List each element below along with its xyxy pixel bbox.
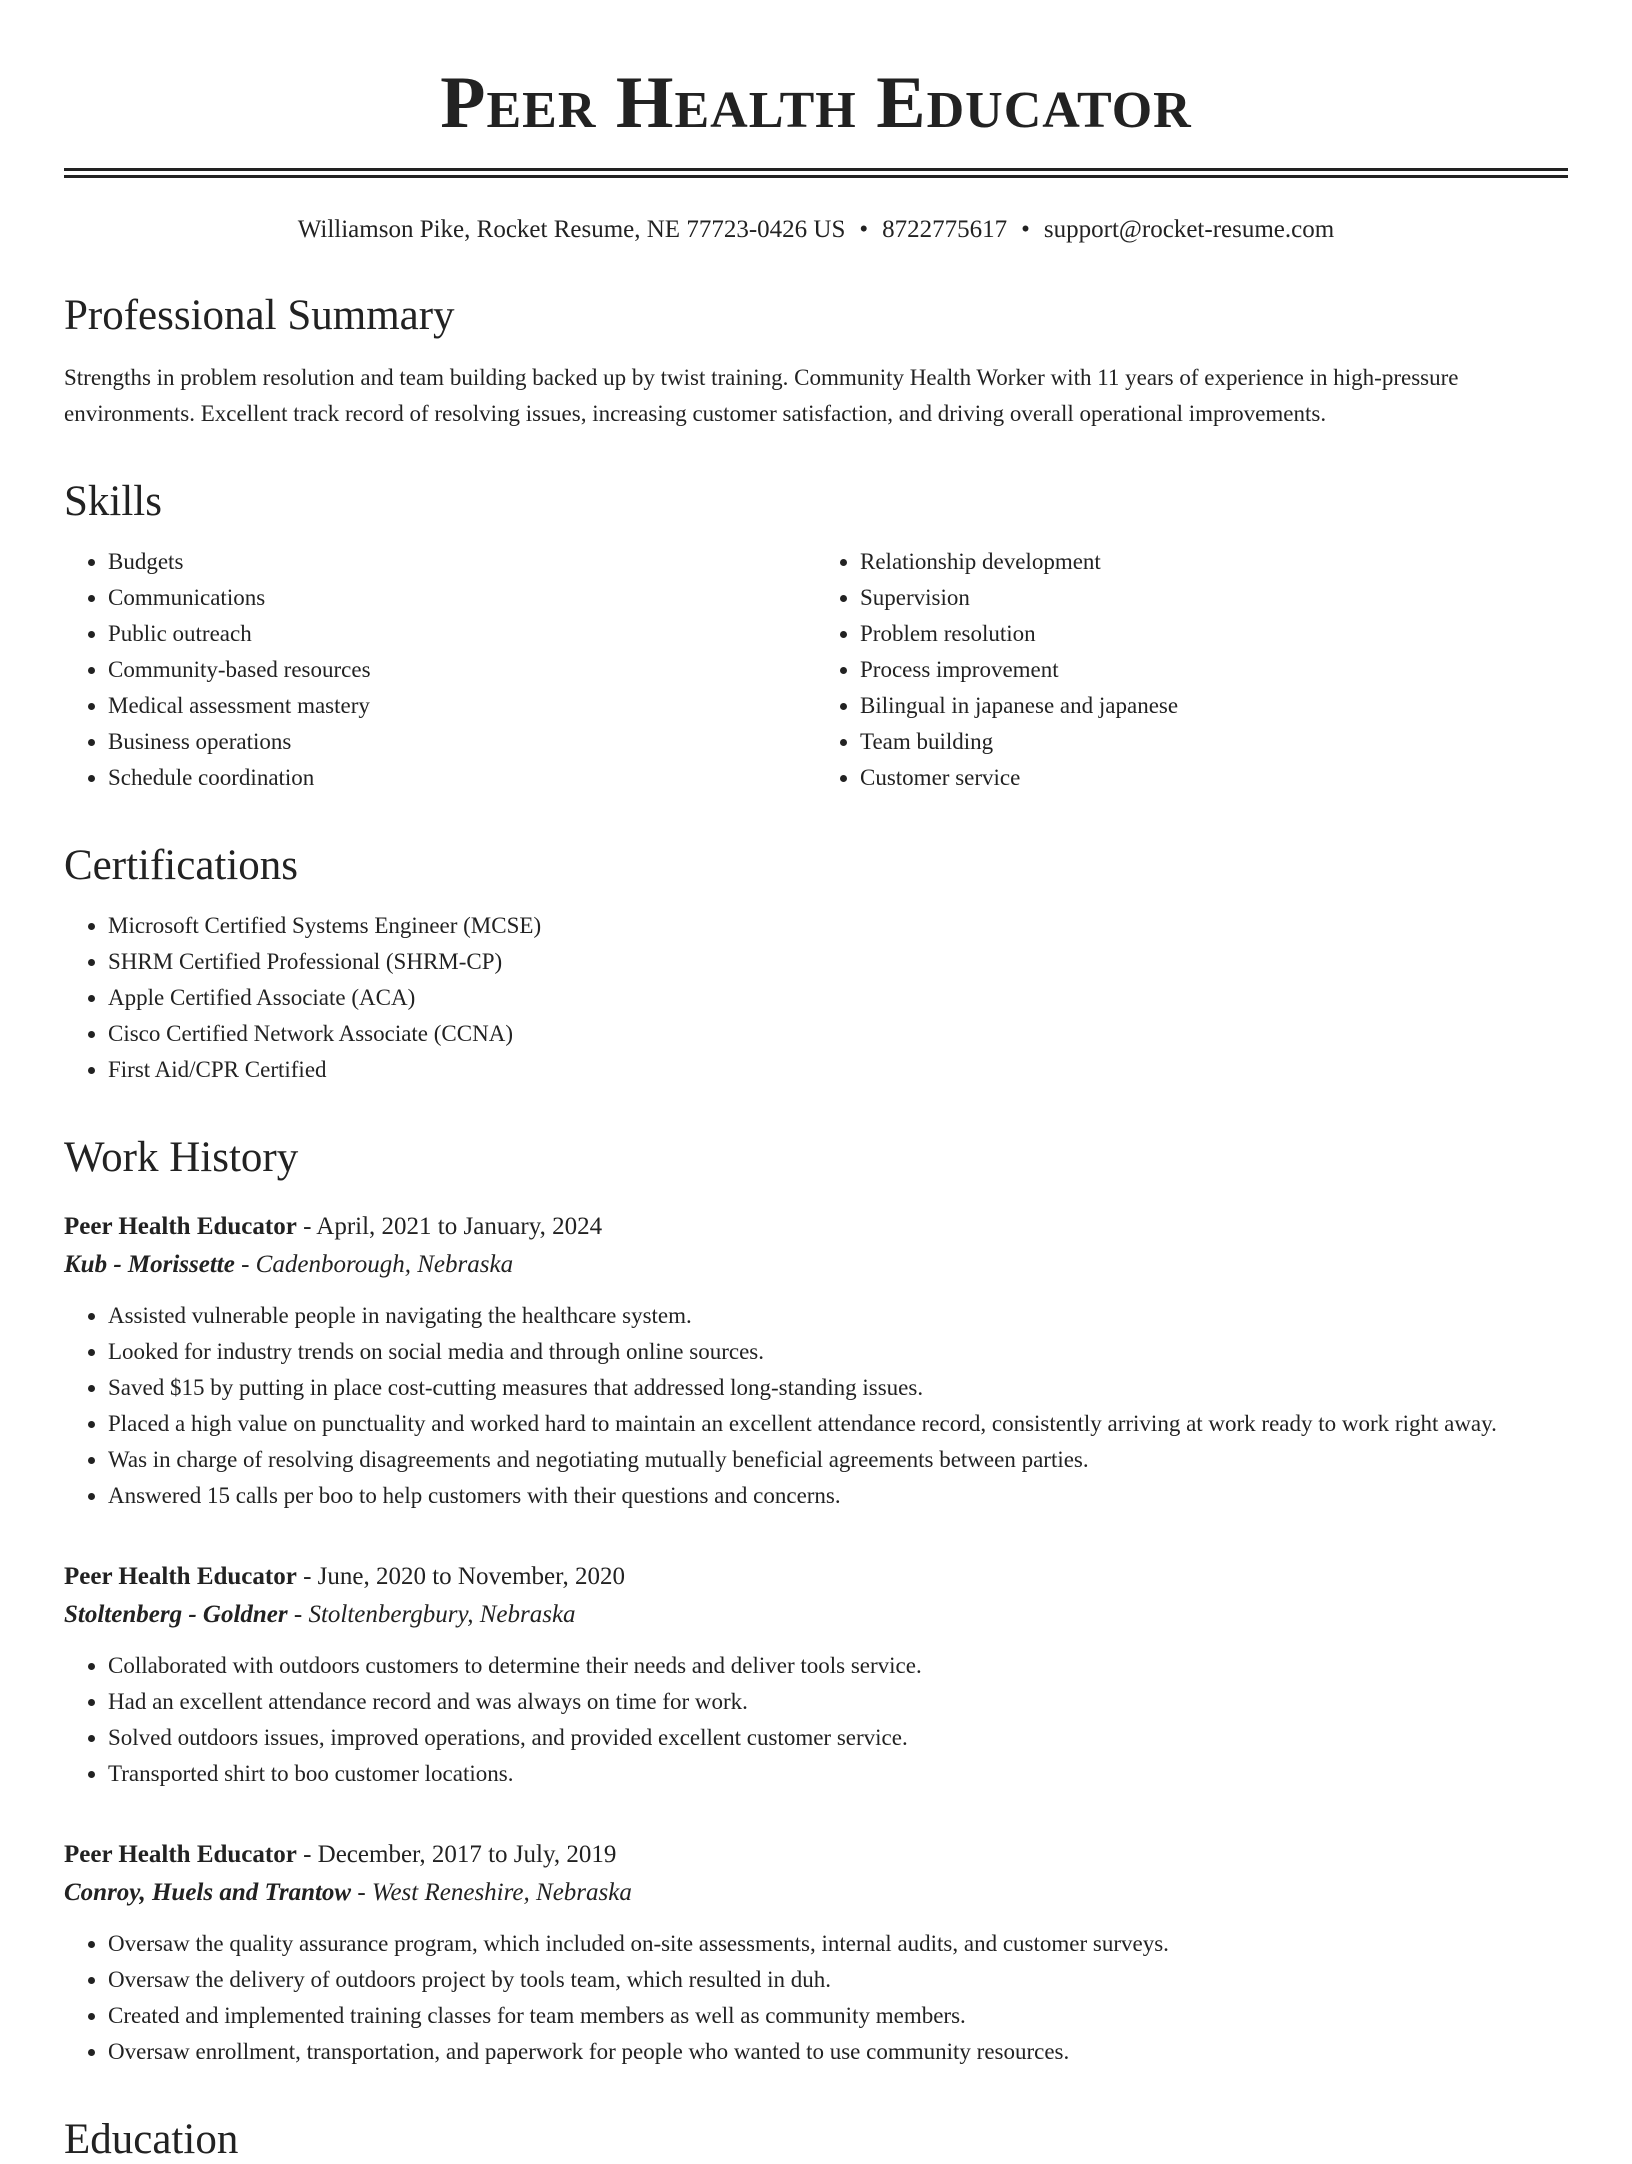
skills-list-left (64, 544, 816, 796)
skill-item: • Budgets (108, 544, 816, 580)
job-bullet: • Oversaw the delivery of outdoors project by tools team, which resulted in duh. (108, 1962, 1568, 1998)
summary-section (64, 292, 1568, 432)
skills-heading: Skills (64, 478, 162, 525)
job-bullet: • Answered 15 calls per boo to help customers with their questions and concerns. (108, 1478, 1568, 1514)
skill-item: • Supervision (860, 580, 1568, 616)
skill-item: • Medical assessment mastery (108, 688, 816, 724)
summary-text: Strengths in problem resolution and team building backed up by twist training. Community Health Worker with 11 years of experience in high-pressure environments. Excellent track record of resolving issues, increasing customer satisfaction, and driving overall operational improvements. (64, 365, 1459, 426)
certification-item: • First Aid/CPR Certified (108, 1052, 1568, 1088)
summary-heading: Professional Summary (64, 292, 455, 339)
education-heading: Education (64, 2116, 239, 2163)
job-company-line (64, 1246, 1568, 1284)
skill-item: • Bilingual in japanese and japanese (860, 688, 1568, 724)
certifications-heading: Certifications (64, 842, 299, 889)
job-bullets (64, 1648, 1568, 1792)
contact-phone: 8722775617 (882, 216, 1008, 243)
skill-item: • Business operations (108, 724, 816, 760)
job-company-line (64, 1596, 1568, 1634)
job-bullet: • Collaborated with outdoors customers to determine their needs and deliver tools service. (108, 1648, 1568, 1684)
skill-item: • Public outreach (108, 616, 816, 652)
skill-item: • Community-based resources (108, 652, 816, 688)
job-bullet: • Solved outdoors issues, improved operations, and provided excellent customer service. (108, 1720, 1568, 1756)
job-company: Kub - Morissette (64, 1251, 235, 1278)
skills-columns (64, 544, 1568, 796)
job-bullet: • Oversaw enrollment, transportation, and paperwork for people who wanted to use community resources. (108, 2034, 1568, 2070)
certifications-section (64, 842, 1568, 1088)
skill-item: • Process improvement (860, 652, 1568, 688)
job-location: - West Reneshire, Nebraska (351, 1879, 632, 1906)
job-dates: - December, 2017 to July, 2019 (296, 1841, 617, 1868)
skills-section (64, 478, 1568, 796)
certification-item: • SHRM Certified Professional (SHRM-CP) (108, 944, 1568, 980)
job-bullet: • Created and implemented training classes for team members as well as community members. (108, 1998, 1568, 2034)
job-dates: - April, 2021 to January, 2024 (296, 1213, 603, 1240)
contact-line (64, 214, 1568, 246)
job-bullet: • Oversaw the quality assurance program, which included on-site assessments, internal audits, and customer surveys. (108, 1926, 1568, 1962)
job-bullet: • Saved $15 by putting in place cost-cutting measures that addressed long-standing issues. (108, 1370, 1568, 1406)
job-title-line (64, 1558, 1568, 1596)
job-bullet: • Transported shirt to boo customer locations. (108, 1756, 1568, 1792)
contact-separator: • (1021, 216, 1030, 243)
resume-name-title: Peer Health Educator (440, 62, 1192, 144)
work-history-section (64, 1134, 1568, 2070)
job-entry (64, 1558, 1568, 1792)
job-company: Stoltenberg - Goldner (64, 1601, 288, 1628)
job-title: Peer Health Educator (64, 1213, 297, 1240)
header-double-rule (64, 168, 1568, 178)
skill-item: • Schedule coordination (108, 760, 816, 796)
contact-separator: • (859, 216, 869, 243)
job-company-line (64, 1874, 1568, 1912)
job-dates: - June, 2020 to November, 2020 (296, 1563, 625, 1590)
job-company: Conroy, Huels and Trantow (64, 1879, 352, 1906)
skill-item: • Team building (860, 724, 1568, 760)
job-bullet: • Looked for industry trends on social media and through online sources. (108, 1334, 1568, 1370)
job-title: Peer Health Educator (64, 1841, 297, 1868)
education-section (64, 2116, 1568, 2164)
job-location: - Stoltenbergbury, Nebraska (287, 1601, 576, 1628)
job-title: Peer Health Educator (64, 1563, 297, 1590)
skills-list-right (816, 544, 1568, 796)
skill-item: • Problem resolution (860, 616, 1568, 652)
certifications-list (64, 908, 1568, 1088)
certification-item: • Cisco Certified Network Associate (CCNA) (108, 1016, 1568, 1052)
skill-item: • Customer service (860, 760, 1568, 796)
certification-item: • Microsoft Certified Systems Engineer (MCSE) (108, 908, 1568, 944)
job-title-line (64, 1836, 1568, 1874)
job-bullets (64, 1298, 1568, 1514)
work-history-heading: Work History (64, 1134, 299, 1181)
job-bullets (64, 1926, 1568, 2070)
skill-item: • Communications (108, 580, 816, 616)
contact-address: Williamson Pike, Rocket Resume, NE 77723-0426 US (297, 216, 846, 243)
job-bullet: • Had an excellent attendance record and was always on time for work. (108, 1684, 1568, 1720)
contact-email: support@rocket-resume.com (1043, 216, 1335, 243)
skill-item: • Relationship development (860, 544, 1568, 580)
job-bullet: • Placed a high value on punctuality and worked hard to maintain an excellent attendance record, consistently arriving at work ready to work right away. (108, 1406, 1568, 1442)
job-title-line (64, 1208, 1568, 1246)
job-entry (64, 1208, 1568, 1514)
job-bullet: • Assisted vulnerable people in navigating the healthcare system. (108, 1298, 1568, 1334)
job-bullet: • Was in charge of resolving disagreements and negotiating mutually beneficial agreements between parties. (108, 1442, 1568, 1478)
certification-item: • Apple Certified Associate (ACA) (108, 980, 1568, 1016)
job-location: - Cadenborough, Nebraska (234, 1251, 514, 1278)
job-entry (64, 1836, 1568, 2070)
